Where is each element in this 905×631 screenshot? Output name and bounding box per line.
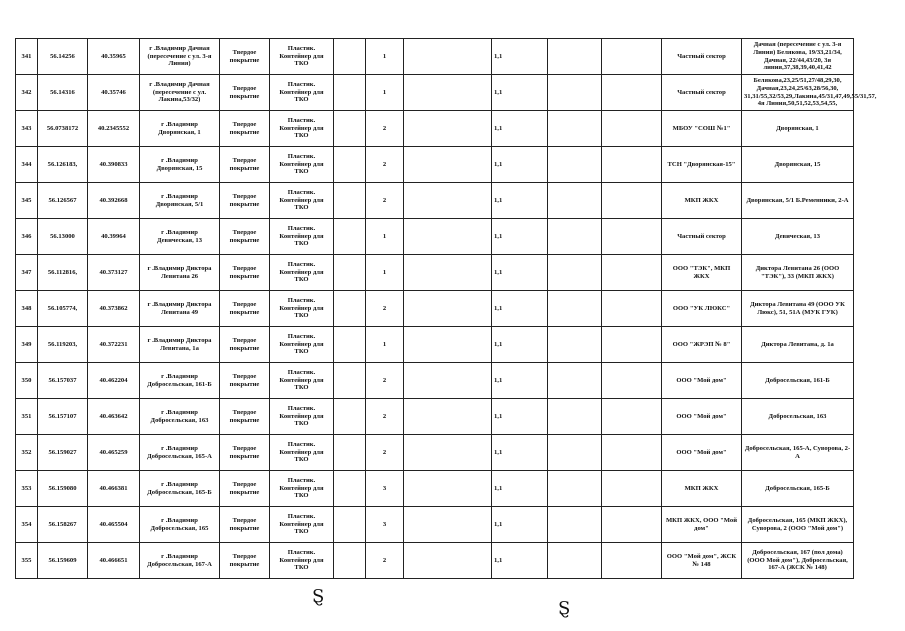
empty-col-cell [334,111,366,147]
latitude-cell: 56.126567 [38,183,88,219]
owner-cell: ООО "ЖРЭП № 8" [662,327,742,363]
address-cell: г .Владимир Диктора Левитана 26 [140,255,220,291]
latitude-cell: 56.14256 [38,39,88,75]
empty-col-cell [334,327,366,363]
served-addresses-cell: Дачная (пересечение с ул. 3-я Линия) Белякова, 19/33,21/34, Дачная, 22/44,43/20, 3я линия,37,38,39,40,41,42 [742,39,854,75]
empty-col-cell [548,255,602,291]
surface-type-cell: Твердое покрытие [220,291,270,327]
empty-col-cell [404,327,492,363]
empty-col-cell [602,75,662,111]
address-cell: г .Владимир Дворянская, 15 [140,147,220,183]
owner-cell: ООО "Мой дом", ЖСК № 148 [662,543,742,579]
address-cell: г .Владимир Диктора Левитана, 1а [140,327,220,363]
longitude-cell: 40.466651 [88,543,140,579]
container-type-cell: Пластик. Контейнер для ТКО [270,291,334,327]
longitude-cell: 40.35746 [88,75,140,111]
empty-col-cell [334,291,366,327]
empty-col-cell [404,147,492,183]
container-count-cell: 2 [366,543,404,579]
container-type-cell: Пластик. Контейнер для ТКО [270,255,334,291]
empty-col-cell [404,75,492,111]
container-volume-cell: 1,1 [492,291,548,327]
container-type-cell: Пластик. Контейнер для ТКО [270,183,334,219]
owner-cell: ООО "ТЭК", МКП ЖКХ [662,255,742,291]
latitude-cell: 56.0738172 [38,111,88,147]
longitude-cell: 40.2345552 [88,111,140,147]
row-number-cell: 342 [16,75,38,111]
row-number-cell: 353 [16,471,38,507]
row-number-cell: 351 [16,399,38,435]
empty-col-cell [602,255,662,291]
container-volume-cell: 1,1 [492,111,548,147]
container-volume-cell: 1,1 [492,327,548,363]
longitude-cell: 40.463642 [88,399,140,435]
latitude-cell: 56.159609 [38,543,88,579]
empty-col-cell [602,183,662,219]
surface-type-cell: Твердое покрытие [220,39,270,75]
table-row [16,507,854,543]
container-type-cell: Пластик. Контейнер для ТКО [270,363,334,399]
container-volume-cell: 1,1 [492,183,548,219]
served-addresses-cell: Добросельская, 163 [742,399,854,435]
empty-col-cell [602,471,662,507]
longitude-cell: 40.390833 [88,147,140,183]
table-row [16,399,854,435]
container-count-cell: 3 [366,507,404,543]
empty-col-cell [334,435,366,471]
table-row [16,183,854,219]
owner-cell: Частный сектор [662,75,742,111]
longitude-cell: 40.462204 [88,363,140,399]
address-cell: г .Владимир Дворянская, 1 [140,111,220,147]
empty-col-cell [548,183,602,219]
empty-col-cell [404,507,492,543]
empty-col-cell [548,75,602,111]
container-count-cell: 1 [366,39,404,75]
empty-col-cell [548,111,602,147]
longitude-cell: 40.465504 [88,507,140,543]
served-addresses-cell: Диктора Левитана 49 (ООО УК Люкс), 51, 51А (МУК ГУК) [742,291,854,327]
served-addresses-cell: Дворянская, 15 [742,147,854,183]
surface-type-cell: Твердое покрытие [220,219,270,255]
container-type-cell: Пластик. Контейнер для ТКО [270,75,334,111]
surface-type-cell: Твердое покрытие [220,507,270,543]
owner-cell: ТСН "Дворянская-15" [662,147,742,183]
served-addresses-cell: Дворянская, 1 [742,111,854,147]
row-number-cell: 350 [16,363,38,399]
empty-col-cell [404,363,492,399]
address-cell: г .Владимир Добросельская, 165 [140,507,220,543]
longitude-cell: 40.465259 [88,435,140,471]
table-row [16,255,854,291]
empty-col-cell [404,399,492,435]
container-count-cell: 1 [366,327,404,363]
longitude-cell: 40.372231 [88,327,140,363]
surface-type-cell: Твердое покрытие [220,111,270,147]
latitude-cell: 56.14316 [38,75,88,111]
empty-col-cell [602,219,662,255]
container-volume-cell: 1,1 [492,39,548,75]
address-cell: г .Владимир Добросельская, 167-А [140,543,220,579]
surface-type-cell: Твердое покрытие [220,183,270,219]
surface-type-cell: Твердое покрытие [220,471,270,507]
container-volume-cell: 1,1 [492,147,548,183]
table-row [16,435,854,471]
row-number-cell: 341 [16,39,38,75]
empty-col-cell [602,435,662,471]
longitude-cell: 40.35965 [88,39,140,75]
empty-col-cell [404,255,492,291]
longitude-cell: 40.466381 [88,471,140,507]
served-addresses-cell: Добросельская, 165-Б [742,471,854,507]
container-volume-cell: 1,1 [492,471,548,507]
table-row [16,543,854,579]
latitude-cell: 56.126183, [38,147,88,183]
waste-sites-table [15,38,877,579]
surface-type-cell: Твердое покрытие [220,363,270,399]
empty-col-cell [548,327,602,363]
surface-type-cell: Твердое покрытие [220,75,270,111]
container-volume-cell: 1,1 [492,75,548,111]
longitude-cell: 40.39964 [88,219,140,255]
empty-col-cell [404,219,492,255]
owner-cell: ООО "Мой дом" [662,399,742,435]
container-type-cell: Пластик. Контейнер для ТКО [270,111,334,147]
empty-col-cell [334,183,366,219]
owner-cell: ООО "Мой дом" [662,363,742,399]
empty-col-cell [548,471,602,507]
address-cell: г .Владимир Добросельская, 163 [140,399,220,435]
owner-cell: Частный сектор [662,219,742,255]
registry-table-sheet [15,38,877,579]
container-count-cell: 1 [366,255,404,291]
empty-col-cell [404,435,492,471]
empty-col-cell [334,219,366,255]
latitude-cell: 56.157107 [38,399,88,435]
served-addresses-cell: Белякова,23,25/51,27/48,29,30, Дачная,23,24,25/63,28/56,30, 31,31/55,32/53,29,Лакина,45/31,47,49,55/31,57, 4я Линия,50,51,52,53,54,55, [742,75,854,111]
container-volume-cell: 1,1 [492,543,548,579]
empty-col-cell [602,291,662,327]
empty-col-cell [548,39,602,75]
container-volume-cell: 1,1 [492,219,548,255]
latitude-cell: 56.159027 [38,435,88,471]
empty-col-cell [548,543,602,579]
owner-cell: МКП ЖКХ [662,183,742,219]
surface-type-cell: Твердое покрытие [220,327,270,363]
container-type-cell: Пластик. Контейнер для ТКО [270,399,334,435]
address-cell: г .Владимир Дачная (пересечение с ул. Лакина,53/32) [140,75,220,111]
container-type-cell: Пластик. Контейнер для ТКО [270,507,334,543]
container-volume-cell: 1,1 [492,507,548,543]
empty-col-cell [404,183,492,219]
owner-cell: Частный сектор [662,39,742,75]
container-count-cell: 2 [366,147,404,183]
container-volume-cell: 1,1 [492,363,548,399]
empty-col-cell [334,399,366,435]
container-type-cell: Пластик. Контейнер для ТКО [270,219,334,255]
row-number-cell: 349 [16,327,38,363]
empty-col-cell [602,399,662,435]
latitude-cell: 56.158267 [38,507,88,543]
container-volume-cell: 1,1 [492,435,548,471]
empty-col-cell [334,39,366,75]
container-count-cell: 2 [366,363,404,399]
row-number-cell: 354 [16,507,38,543]
address-cell: г .Владимир Диктора Левитана 49 [140,291,220,327]
empty-col-cell [602,147,662,183]
empty-col-cell [602,363,662,399]
row-number-cell: 346 [16,219,38,255]
served-addresses-cell: Добросельская, 165-А, Суворова, 2-А [742,435,854,471]
signature-mark-left: Ȿ [312,586,325,607]
longitude-cell: 40.373127 [88,255,140,291]
latitude-cell: 56.105774, [38,291,88,327]
container-type-cell: Пластик. Контейнер для ТКО [270,147,334,183]
surface-type-cell: Твердое покрытие [220,399,270,435]
container-type-cell: Пластик. Контейнер для ТКО [270,39,334,75]
container-count-cell: 2 [366,291,404,327]
container-volume-cell: 1,1 [492,255,548,291]
served-addresses-cell: Диктора Левитана 26 (ООО "ТЭК"), 33 (МКП ЖКХ) [742,255,854,291]
empty-col-cell [334,543,366,579]
table-row [16,219,854,255]
served-addresses-cell: Добросельская, 167 (пол дома) (ООО Мой дом"), Добросельская, 167-А (ЖСК № 148) [742,543,854,579]
empty-col-cell [548,399,602,435]
address-cell: г .Владимир Добросельская, 165-Б [140,471,220,507]
container-count-cell: 1 [366,75,404,111]
empty-col-cell [602,543,662,579]
row-number-cell: 345 [16,183,38,219]
empty-col-cell [548,363,602,399]
latitude-cell: 56.112816, [38,255,88,291]
owner-cell: МКП ЖКХ [662,471,742,507]
container-count-cell: 1 [366,219,404,255]
longitude-cell: 40.392668 [88,183,140,219]
longitude-cell: 40.373862 [88,291,140,327]
empty-col-cell [602,507,662,543]
row-number-cell: 344 [16,147,38,183]
empty-col-cell [334,507,366,543]
empty-col-cell [404,543,492,579]
container-count-cell: 2 [366,399,404,435]
empty-col-cell [548,147,602,183]
empty-col-cell [548,219,602,255]
latitude-cell: 56.159080 [38,471,88,507]
served-addresses-cell: Добросельская, 165 (МКП ЖКХ), Суворова, 2 (ООО "Мой дом") [742,507,854,543]
surface-type-cell: Твердое покрытие [220,147,270,183]
served-addresses-cell: Девическая, 13 [742,219,854,255]
address-cell: г .Владимир Дворянская, 5/1 [140,183,220,219]
owner-cell: МКП ЖКХ, ООО "Мой дом" [662,507,742,543]
served-addresses-cell: Добросельская, 161-Б [742,363,854,399]
surface-type-cell: Твердое покрытие [220,435,270,471]
container-type-cell: Пластик. Контейнер для ТКО [270,327,334,363]
empty-col-cell [404,111,492,147]
empty-col-cell [334,147,366,183]
address-cell: г .Владимир Добросельская, 161-Б [140,363,220,399]
table-row [16,111,854,147]
empty-col-cell [334,471,366,507]
container-count-cell: 2 [366,183,404,219]
served-addresses-cell: Диктора Левитана, д. 1а [742,327,854,363]
empty-col-cell [404,39,492,75]
empty-col-cell [602,39,662,75]
container-count-cell: 2 [366,111,404,147]
container-type-cell: Пластик. Контейнер для ТКО [270,435,334,471]
row-number-cell: 352 [16,435,38,471]
empty-col-cell [334,75,366,111]
empty-col-cell [334,363,366,399]
row-number-cell: 347 [16,255,38,291]
owner-cell: ООО "Мой дом" [662,435,742,471]
empty-col-cell [404,291,492,327]
served-addresses-cell: Дворянская, 5/1 Б.Ременники, 2-А [742,183,854,219]
table-row [16,75,854,111]
surface-type-cell: Твердое покрытие [220,255,270,291]
row-number-cell: 343 [16,111,38,147]
container-count-cell: 3 [366,471,404,507]
address-cell: г .Владимир Девическая, 13 [140,219,220,255]
container-volume-cell: 1,1 [492,399,548,435]
latitude-cell: 56.119203, [38,327,88,363]
empty-col-cell [404,471,492,507]
container-type-cell: Пластик. Контейнер для ТКО [270,543,334,579]
table-row [16,363,854,399]
owner-cell: ООО "УК ЛЮКС" [662,291,742,327]
empty-col-cell [548,291,602,327]
table-row [16,291,854,327]
owner-cell: МБОУ "СОШ №1" [662,111,742,147]
table-row [16,39,854,75]
surface-type-cell: Твердое покрытие [220,543,270,579]
table-row [16,471,854,507]
empty-col-cell [548,435,602,471]
table-row [16,327,854,363]
empty-col-cell [602,111,662,147]
empty-col-cell [602,327,662,363]
latitude-cell: 56.13000 [38,219,88,255]
address-cell: г .Владимир Дачная (пересечение с ул. 3-я Линия) [140,39,220,75]
row-number-cell: 355 [16,543,38,579]
signature-mark-right: Ȿ [558,598,571,619]
latitude-cell: 56.157037 [38,363,88,399]
address-cell: г .Владимир Добросельская, 165-А [140,435,220,471]
empty-col-cell [334,255,366,291]
row-number-cell: 348 [16,291,38,327]
table-row [16,147,854,183]
container-count-cell: 2 [366,435,404,471]
empty-col-cell [548,507,602,543]
container-type-cell: Пластик. Контейнер для ТКО [270,471,334,507]
